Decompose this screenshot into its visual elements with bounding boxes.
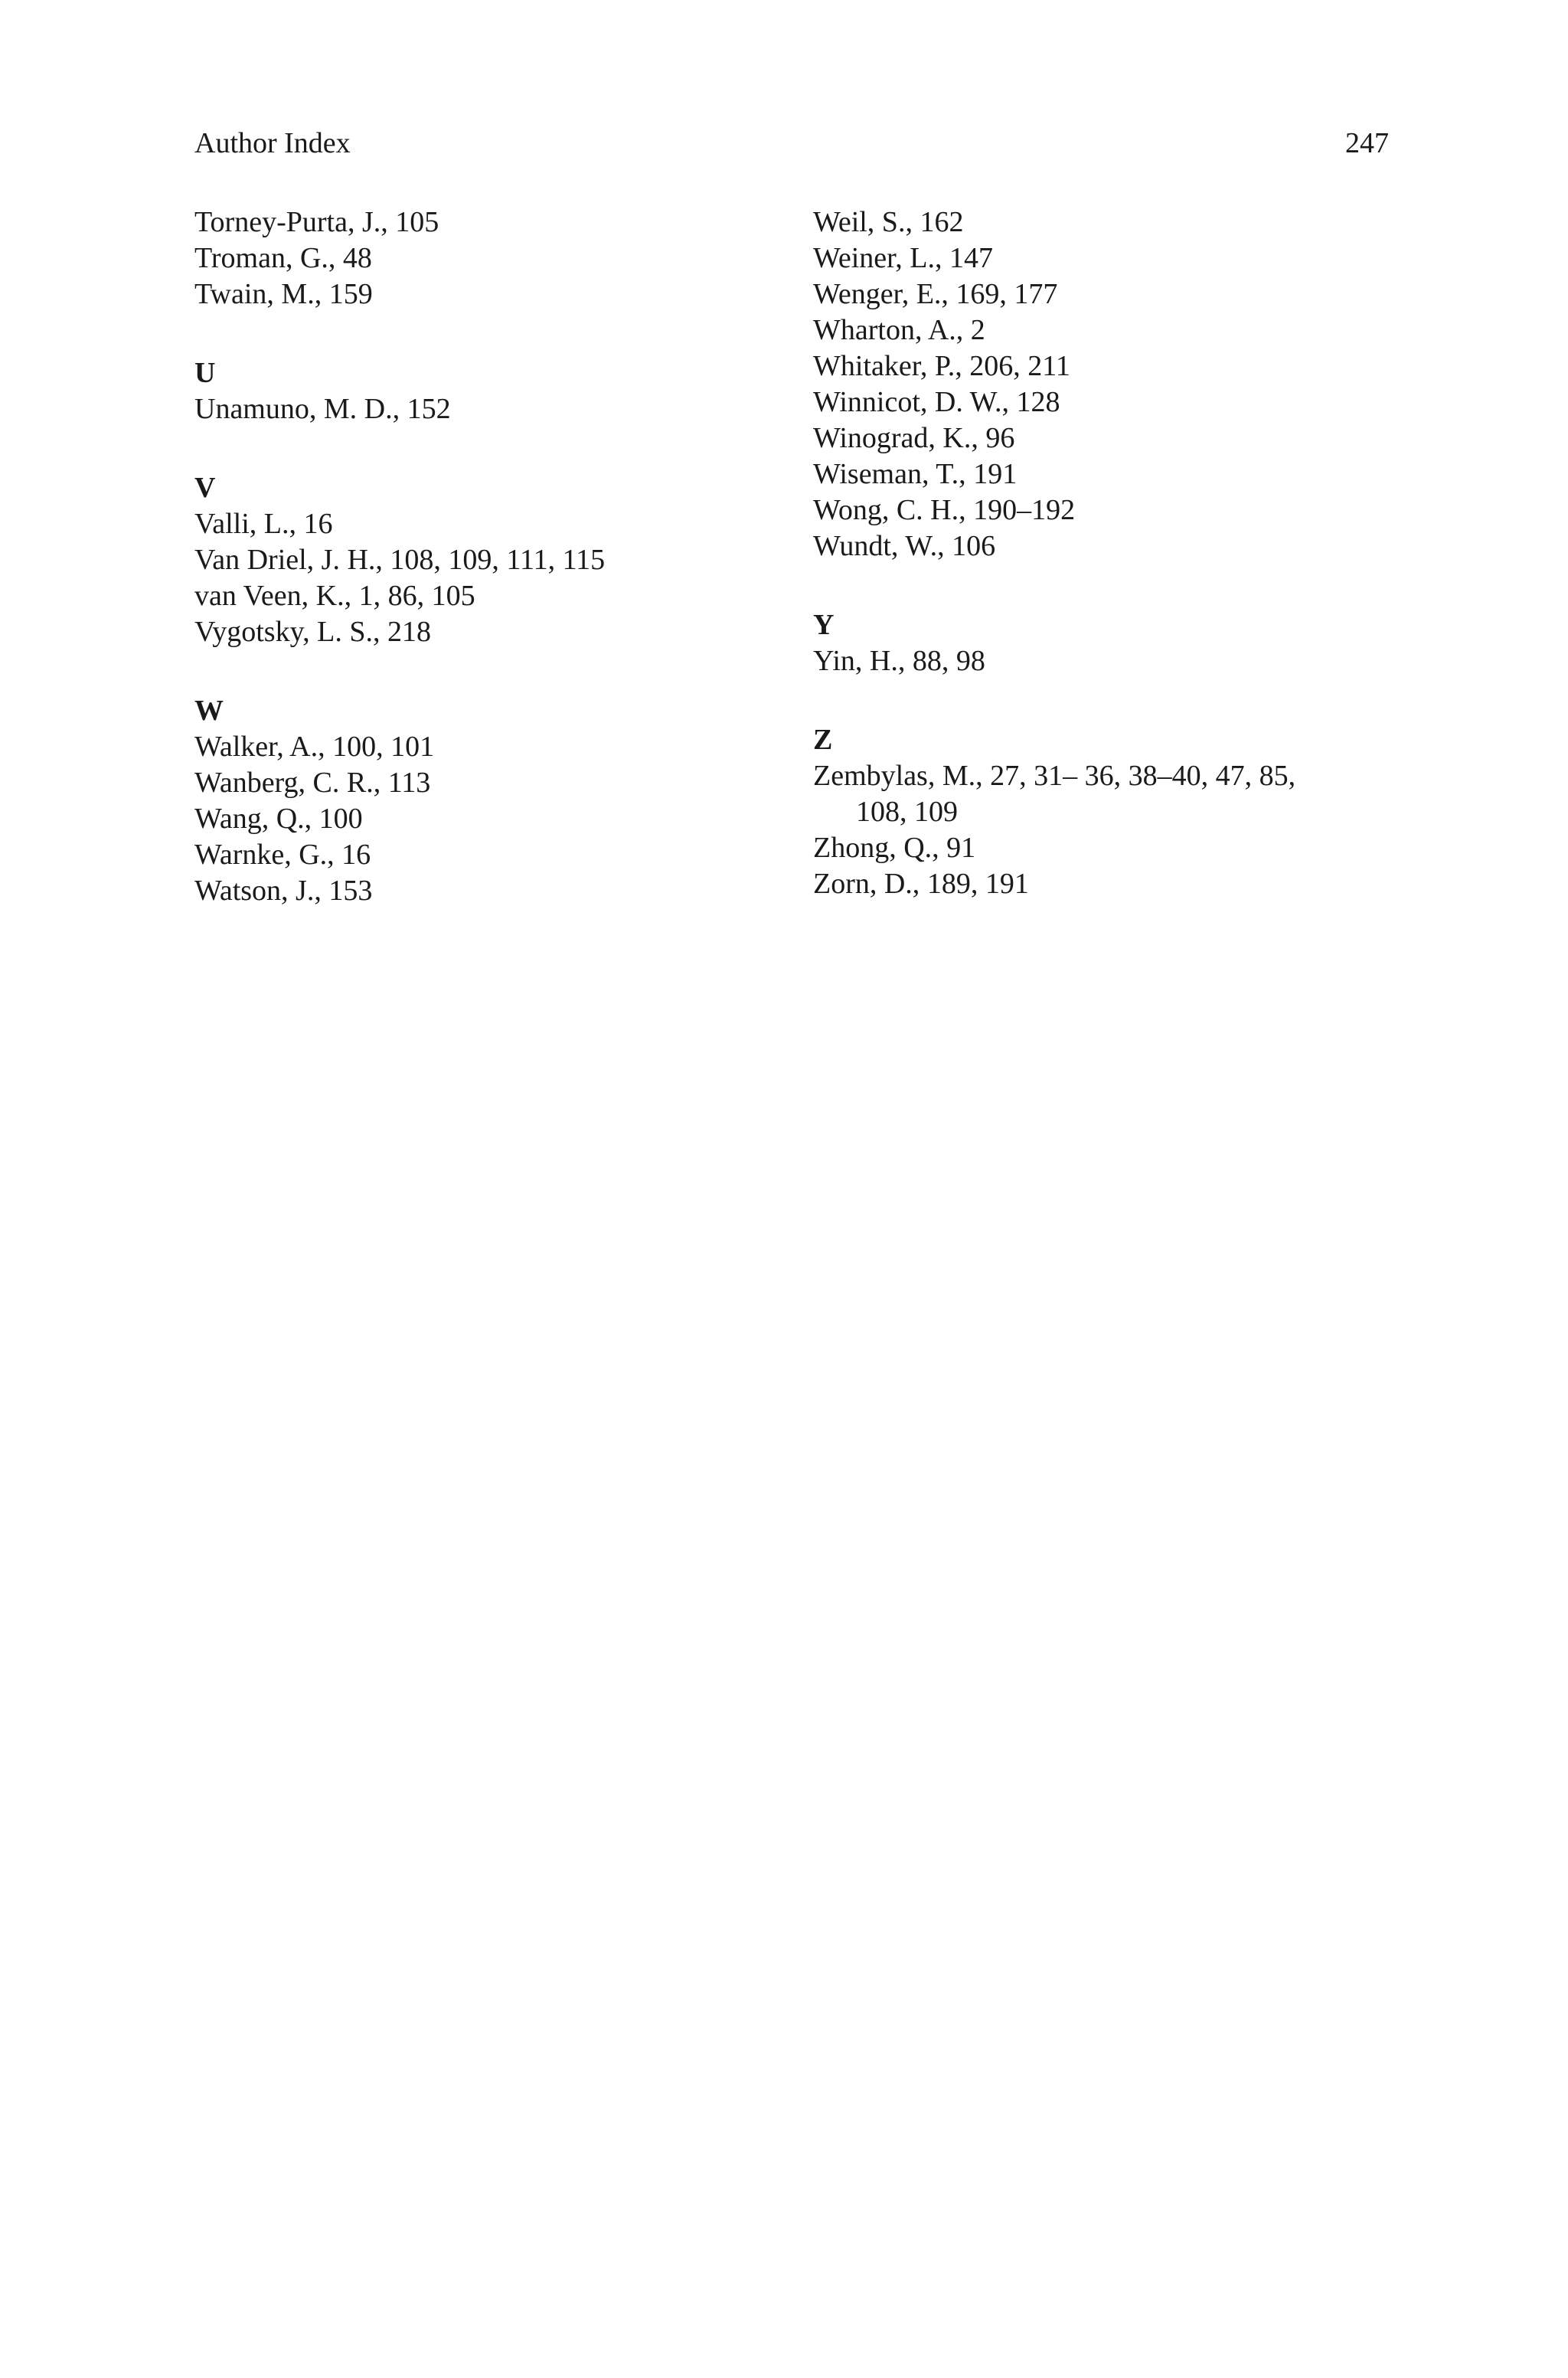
index-entry: Wong, C. H., 190–192	[813, 494, 1076, 526]
index-entry: Unamuno, M. D., 152	[194, 393, 451, 425]
index-entry: Valli, L., 16	[194, 508, 333, 540]
index-entry: Troman, G., 48	[194, 242, 372, 274]
index-entry: Zembylas, M., 27, 31– 36, 38–40, 47, 85, 108, 109	[813, 758, 1395, 830]
page-number: 247	[1345, 127, 1389, 159]
section-letter-heading: Z	[813, 724, 833, 756]
running-head-title: Author Index	[194, 127, 351, 159]
index-section-w	[194, 693, 776, 909]
index-entry-continuation: 108, 109	[856, 796, 958, 828]
index-entry: Winograd, K., 96	[813, 422, 1015, 454]
index-entry: Winnicot, D. W., 128	[813, 386, 1060, 418]
section-letter-heading: V	[194, 472, 216, 504]
index-section-w-continued	[813, 204, 1395, 564]
index-entry: Van Driel, J. H., 108, 109, 111, 115	[194, 544, 606, 576]
running-head	[194, 123, 1389, 164]
index-entry: Vygotsky, L. S., 218	[194, 616, 431, 648]
index-entry: Torney-Purta, J., 105	[194, 206, 439, 238]
index-entry: Twain, M., 159	[194, 278, 373, 310]
index-section-u	[194, 355, 776, 427]
index-column-right	[813, 204, 1395, 902]
index-entry: Watson, J., 153	[194, 875, 373, 907]
index-entry: Zhong, Q., 91	[813, 832, 976, 864]
index-section-v	[194, 470, 776, 650]
index-entry: Wharton, A., 2	[813, 314, 985, 346]
index-section-t-continued	[194, 204, 776, 312]
index-entry: Zorn, D., 189, 191	[813, 868, 1029, 900]
section-letter-heading: W	[194, 695, 224, 727]
index-entry: Yin, H., 88, 98	[813, 645, 985, 677]
index-entry: Wiseman, T., 191	[813, 458, 1018, 490]
index-entry: Wenger, E., 169, 177	[813, 278, 1058, 310]
section-letter-heading: Y	[813, 609, 835, 641]
index-section-y	[813, 607, 1395, 679]
index-entry: Wundt, W., 106	[813, 530, 996, 562]
index-entry: Weiner, L., 147	[813, 242, 993, 274]
index-entry: Whitaker, P., 206, 211	[813, 350, 1070, 382]
section-letter-heading: U	[194, 357, 216, 389]
index-section-z	[813, 722, 1395, 902]
index-entry: van Veen, K., 1, 86, 105	[194, 580, 475, 612]
index-entry: Warnke, G., 16	[194, 839, 371, 871]
index-column-left	[194, 204, 776, 909]
index-entry: Wang, Q., 100	[194, 803, 363, 835]
index-entry: Walker, A., 100, 101	[194, 731, 435, 763]
index-entry: Weil, S., 162	[813, 206, 964, 238]
index-entry: Wanberg, C. R., 113	[194, 767, 431, 799]
